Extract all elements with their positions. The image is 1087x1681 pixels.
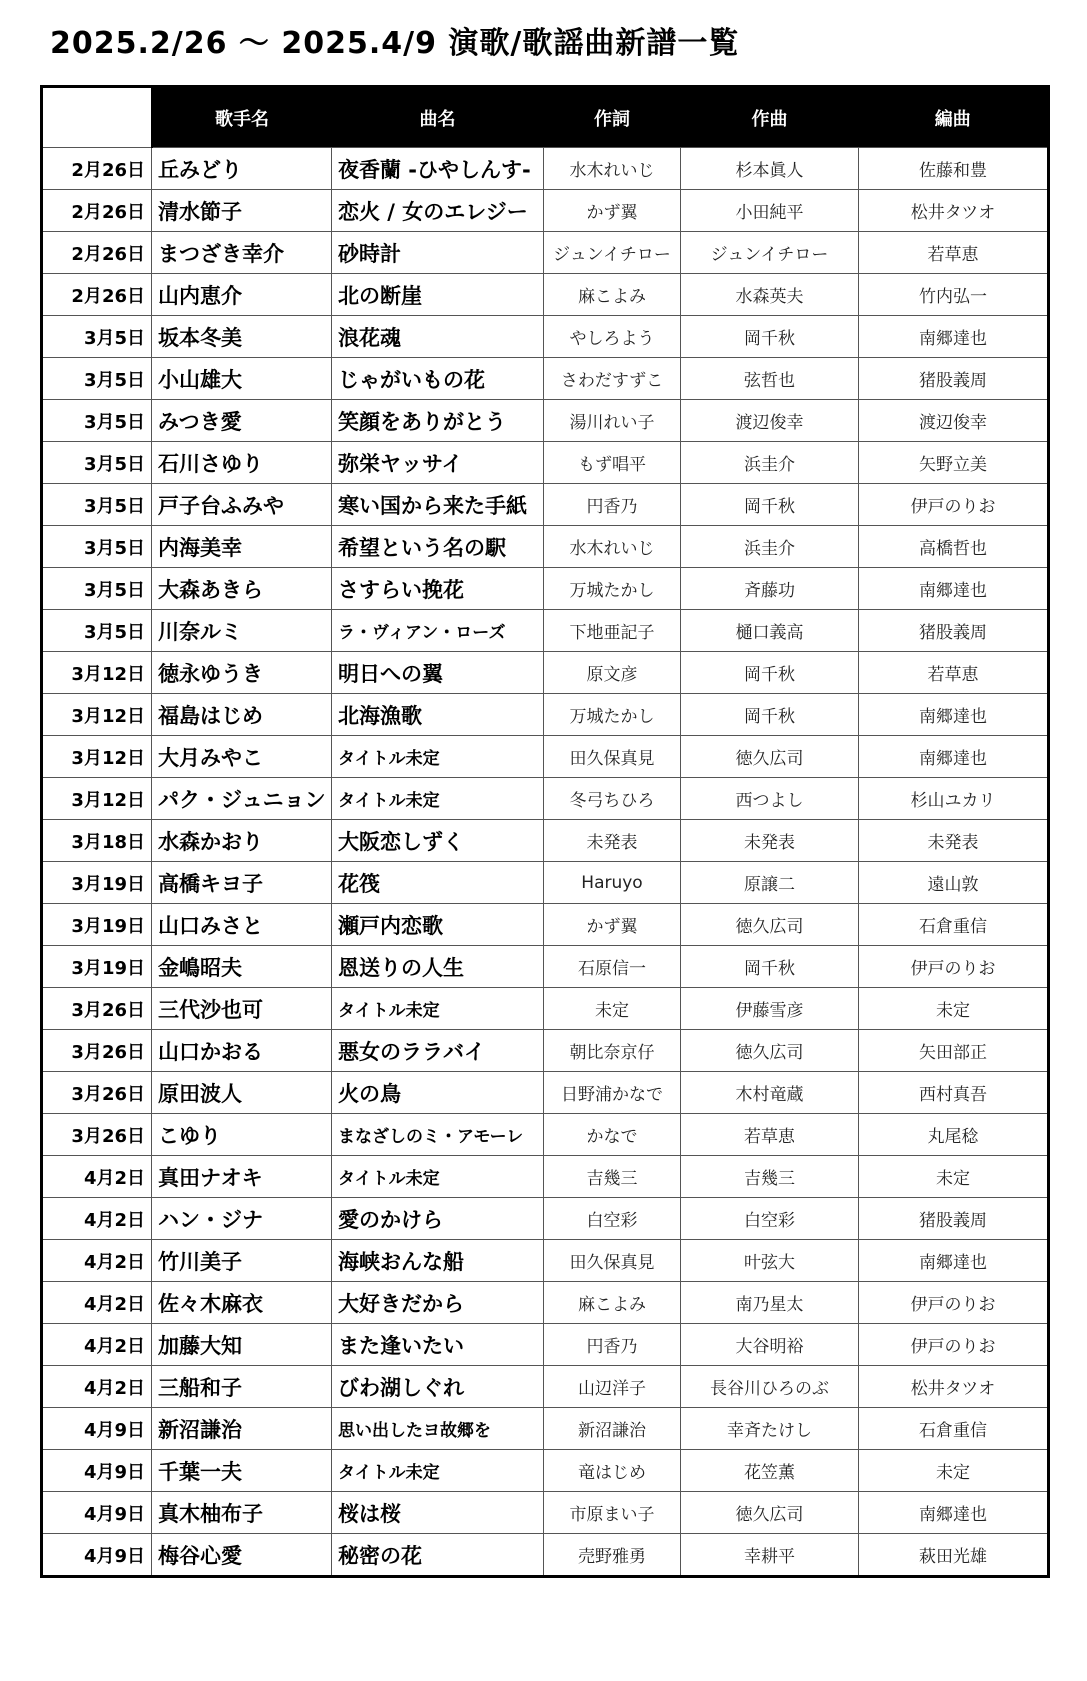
table-row xyxy=(42,1408,1049,1450)
artist-cell: 真田ナオキ xyxy=(152,1156,332,1198)
song-cell: さすらい挽花 xyxy=(332,568,544,610)
date-cell: 4月2日 xyxy=(42,1282,152,1324)
date-cell: 4月2日 xyxy=(42,1324,152,1366)
table-row xyxy=(42,610,1049,652)
artist-cell: 加藤大知 xyxy=(152,1324,332,1366)
date-cell: 4月2日 xyxy=(42,1366,152,1408)
arranger-cell: 南郷達也 xyxy=(859,736,1049,778)
arranger-cell: 松井タツオ xyxy=(859,190,1049,232)
table-row xyxy=(42,1156,1049,1198)
table-row xyxy=(42,1282,1049,1324)
arranger-cell: 石倉重信 xyxy=(859,1408,1049,1450)
artist-cell: パク・ジュニョン xyxy=(152,778,332,820)
date-cell: 2月26日 xyxy=(42,232,152,274)
table-row xyxy=(42,1198,1049,1240)
artist-cell: 竹川美子 xyxy=(152,1240,332,1282)
header-artist: 歌手名 xyxy=(152,87,332,148)
artist-cell: 山内恵介 xyxy=(152,274,332,316)
table-row xyxy=(42,442,1049,484)
header-composer: 作曲 xyxy=(681,87,859,148)
composer-cell: 岡千秋 xyxy=(681,694,859,736)
lyrics-cell: 石原信一 xyxy=(544,946,681,988)
lyrics-cell: 竜はじめ xyxy=(544,1450,681,1492)
date-cell: 3月12日 xyxy=(42,652,152,694)
composer-cell: 伊藤雪彦 xyxy=(681,988,859,1030)
lyrics-cell: 麻こよみ xyxy=(544,1282,681,1324)
date-cell: 4月2日 xyxy=(42,1156,152,1198)
table-row xyxy=(42,148,1049,190)
composer-cell: 花笠薫 xyxy=(681,1450,859,1492)
lyrics-cell: 未定 xyxy=(544,988,681,1030)
lyrics-cell: 白空彩 xyxy=(544,1198,681,1240)
arranger-cell: 若草恵 xyxy=(859,652,1049,694)
date-cell: 2月26日 xyxy=(42,274,152,316)
header-row xyxy=(42,87,1049,148)
artist-cell: 水森かおり xyxy=(152,820,332,862)
artist-cell: 山口かおる xyxy=(152,1030,332,1072)
song-cell: 思い出したヨ故郷を xyxy=(332,1408,544,1450)
table-row xyxy=(42,1366,1049,1408)
lyrics-cell: 円香乃 xyxy=(544,1324,681,1366)
date-cell: 3月26日 xyxy=(42,1114,152,1156)
song-cell: 砂時計 xyxy=(332,232,544,274)
arranger-cell: 未定 xyxy=(859,988,1049,1030)
song-cell: 秘密の花 xyxy=(332,1534,544,1577)
table-row xyxy=(42,946,1049,988)
composer-cell: 西つよし xyxy=(681,778,859,820)
song-cell: また逢いたい xyxy=(332,1324,544,1366)
lyrics-cell: 朝比奈京仔 xyxy=(544,1030,681,1072)
artist-cell: 戸子台ふみや xyxy=(152,484,332,526)
composer-cell: ジュンイチロー xyxy=(681,232,859,274)
song-cell: 寒い国から来た手紙 xyxy=(332,484,544,526)
song-cell: 海峡おんな船 xyxy=(332,1240,544,1282)
lyrics-cell: 市原まい子 xyxy=(544,1492,681,1534)
table-row xyxy=(42,652,1049,694)
lyrics-cell: 新沼謙治 xyxy=(544,1408,681,1450)
lyrics-cell: 水木れいじ xyxy=(544,148,681,190)
date-cell: 3月12日 xyxy=(42,694,152,736)
table-row xyxy=(42,1030,1049,1072)
date-cell: 2月26日 xyxy=(42,148,152,190)
song-cell: タイトル未定 xyxy=(332,1450,544,1492)
composer-cell: 浜圭介 xyxy=(681,526,859,568)
song-cell: 明日への翼 xyxy=(332,652,544,694)
song-cell: 愛のかけら xyxy=(332,1198,544,1240)
date-cell: 4月2日 xyxy=(42,1240,152,1282)
artist-cell: 坂本冬美 xyxy=(152,316,332,358)
song-cell: 浪花魂 xyxy=(332,316,544,358)
lyrics-cell: かなで xyxy=(544,1114,681,1156)
date-cell: 4月9日 xyxy=(42,1492,152,1534)
table-row xyxy=(42,988,1049,1030)
lyrics-cell: かず翼 xyxy=(544,904,681,946)
song-cell: 火の鳥 xyxy=(332,1072,544,1114)
song-cell: 瀬戸内恋歌 xyxy=(332,904,544,946)
song-cell: 北海漁歌 xyxy=(332,694,544,736)
lyrics-cell: 日野浦かなで xyxy=(544,1072,681,1114)
table-row xyxy=(42,694,1049,736)
arranger-cell: 竹内弘一 xyxy=(859,274,1049,316)
arranger-cell: 伊戸のりお xyxy=(859,1282,1049,1324)
table-row xyxy=(42,274,1049,316)
arranger-cell: 南郷達也 xyxy=(859,316,1049,358)
date-cell: 3月18日 xyxy=(42,820,152,862)
composer-cell: 樋口義高 xyxy=(681,610,859,652)
table-row xyxy=(42,1492,1049,1534)
arranger-cell: 南郷達也 xyxy=(859,1492,1049,1534)
lyrics-cell: 下地亜記子 xyxy=(544,610,681,652)
composer-cell: 徳久広司 xyxy=(681,1492,859,1534)
composer-cell: 弦哲也 xyxy=(681,358,859,400)
song-cell: まなざしのミ・アモーレ xyxy=(332,1114,544,1156)
arranger-cell: 石倉重信 xyxy=(859,904,1049,946)
song-cell: タイトル未定 xyxy=(332,778,544,820)
song-cell: タイトル未定 xyxy=(332,1156,544,1198)
arranger-cell: 西村真吾 xyxy=(859,1072,1049,1114)
date-cell: 3月26日 xyxy=(42,1030,152,1072)
table-row xyxy=(42,1534,1049,1577)
lyrics-cell: やしろよう xyxy=(544,316,681,358)
arranger-cell: 猪股義周 xyxy=(859,358,1049,400)
table-row xyxy=(42,862,1049,904)
artist-cell: 三船和子 xyxy=(152,1366,332,1408)
arranger-cell: 佐藤和豊 xyxy=(859,148,1049,190)
composer-cell: 杉本眞人 xyxy=(681,148,859,190)
arranger-cell: 伊戸のりお xyxy=(859,484,1049,526)
date-cell: 3月19日 xyxy=(42,862,152,904)
artist-cell: 内海美幸 xyxy=(152,526,332,568)
song-cell: 悪女のララバイ xyxy=(332,1030,544,1072)
composer-cell: 南乃星太 xyxy=(681,1282,859,1324)
composer-cell: 長谷川ひろのぶ xyxy=(681,1366,859,1408)
table-row xyxy=(42,400,1049,442)
release-table xyxy=(40,85,1050,1578)
song-cell: びわ湖しぐれ xyxy=(332,1366,544,1408)
composer-cell: 叶弦大 xyxy=(681,1240,859,1282)
table-row xyxy=(42,1240,1049,1282)
composer-cell: 徳久広司 xyxy=(681,736,859,778)
arranger-cell: 矢田部正 xyxy=(859,1030,1049,1072)
date-cell: 4月9日 xyxy=(42,1534,152,1577)
date-cell: 3月5日 xyxy=(42,568,152,610)
lyrics-cell: 麻こよみ xyxy=(544,274,681,316)
composer-cell: 未発表 xyxy=(681,820,859,862)
date-cell: 3月19日 xyxy=(42,946,152,988)
arranger-cell: 南郷達也 xyxy=(859,1240,1049,1282)
header-song: 曲名 xyxy=(332,87,544,148)
date-cell: 2月26日 xyxy=(42,190,152,232)
arranger-cell: 遠山敦 xyxy=(859,862,1049,904)
table-body xyxy=(42,148,1049,1577)
artist-cell: 大月みやこ xyxy=(152,736,332,778)
lyrics-cell: 湯川れい子 xyxy=(544,400,681,442)
lyrics-cell: Haruyo xyxy=(544,862,681,904)
date-cell: 3月26日 xyxy=(42,988,152,1030)
composer-cell: 幸斉たけし xyxy=(681,1408,859,1450)
arranger-cell: 矢野立美 xyxy=(859,442,1049,484)
arranger-cell: 松井タツオ xyxy=(859,1366,1049,1408)
lyrics-cell: 円香乃 xyxy=(544,484,681,526)
composer-cell: 徳久広司 xyxy=(681,1030,859,1072)
arranger-cell: 杉山ユカリ xyxy=(859,778,1049,820)
song-cell: 桜は桜 xyxy=(332,1492,544,1534)
artist-cell: こゆり xyxy=(152,1114,332,1156)
table-row xyxy=(42,232,1049,274)
artist-cell: 福島はじめ xyxy=(152,694,332,736)
song-cell: 恋火 / 女のエレジー xyxy=(332,190,544,232)
artist-cell: ハン・ジナ xyxy=(152,1198,332,1240)
date-cell: 4月9日 xyxy=(42,1450,152,1492)
artist-cell: 高橋キヨ子 xyxy=(152,862,332,904)
artist-cell: 丘みどり xyxy=(152,148,332,190)
arranger-cell: 未定 xyxy=(859,1156,1049,1198)
artist-cell: 金嶋昭夫 xyxy=(152,946,332,988)
arranger-cell: 南郷達也 xyxy=(859,694,1049,736)
lyrics-cell: 吉幾三 xyxy=(544,1156,681,1198)
table-row xyxy=(42,1324,1049,1366)
artist-cell: 新沼謙治 xyxy=(152,1408,332,1450)
table-row xyxy=(42,1072,1049,1114)
artist-cell: 川奈ルミ xyxy=(152,610,332,652)
composer-cell: 白空彩 xyxy=(681,1198,859,1240)
date-cell: 3月5日 xyxy=(42,526,152,568)
table-row xyxy=(42,316,1049,358)
artist-cell: 大森あきら xyxy=(152,568,332,610)
lyrics-cell: もず唱平 xyxy=(544,442,681,484)
song-cell: タイトル未定 xyxy=(332,736,544,778)
table-row xyxy=(42,358,1049,400)
composer-cell: 徳久広司 xyxy=(681,904,859,946)
song-cell: 北の断崖 xyxy=(332,274,544,316)
date-cell: 3月5日 xyxy=(42,610,152,652)
song-cell: 希望という名の駅 xyxy=(332,526,544,568)
artist-cell: 小山雄大 xyxy=(152,358,332,400)
header-lyrics: 作詞 xyxy=(544,87,681,148)
composer-cell: 木村竜蔵 xyxy=(681,1072,859,1114)
composer-cell: 岡千秋 xyxy=(681,652,859,694)
composer-cell: 斉藤功 xyxy=(681,568,859,610)
table-row xyxy=(42,736,1049,778)
artist-cell: みつき愛 xyxy=(152,400,332,442)
composer-cell: 渡辺俊幸 xyxy=(681,400,859,442)
header-date xyxy=(42,87,152,148)
table-row xyxy=(42,568,1049,610)
artist-cell: 清水節子 xyxy=(152,190,332,232)
artist-cell: 真木柚布子 xyxy=(152,1492,332,1534)
date-cell: 4月2日 xyxy=(42,1198,152,1240)
date-cell: 3月12日 xyxy=(42,736,152,778)
date-cell: 3月26日 xyxy=(42,1072,152,1114)
artist-cell: 三代沙也可 xyxy=(152,988,332,1030)
date-cell: 3月5日 xyxy=(42,400,152,442)
song-cell: じゃがいもの花 xyxy=(332,358,544,400)
table-row xyxy=(42,1114,1049,1156)
arranger-cell: 猪股義周 xyxy=(859,610,1049,652)
lyrics-cell: 万城たかし xyxy=(544,694,681,736)
song-cell: 笑顔をありがとう xyxy=(332,400,544,442)
table-row xyxy=(42,484,1049,526)
song-cell: 夜香蘭 -ひやしんす- xyxy=(332,148,544,190)
composer-cell: 小田純平 xyxy=(681,190,859,232)
date-cell: 3月5日 xyxy=(42,442,152,484)
composer-cell: 原譲二 xyxy=(681,862,859,904)
table-header xyxy=(42,87,1049,148)
lyrics-cell: さわだすずこ xyxy=(544,358,681,400)
page-title: 2025.2/26 ～ 2025.4/9 演歌/歌謡曲新譜一覧 xyxy=(50,26,740,61)
song-cell: 大好きだから xyxy=(332,1282,544,1324)
lyrics-cell: 水木れいじ xyxy=(544,526,681,568)
composer-cell: 岡千秋 xyxy=(681,484,859,526)
arranger-cell: 未定 xyxy=(859,1450,1049,1492)
table-row xyxy=(42,190,1049,232)
lyrics-cell: 売野雅勇 xyxy=(544,1534,681,1577)
lyrics-cell: 冬弓ちひろ xyxy=(544,778,681,820)
arranger-cell: 伊戸のりお xyxy=(859,946,1049,988)
lyrics-cell: 未発表 xyxy=(544,820,681,862)
date-cell: 3月5日 xyxy=(42,484,152,526)
arranger-cell: 猪股義周 xyxy=(859,1198,1049,1240)
arranger-cell: 若草恵 xyxy=(859,232,1049,274)
artist-cell: 原田波人 xyxy=(152,1072,332,1114)
date-cell: 3月5日 xyxy=(42,358,152,400)
lyrics-cell: 田久保真見 xyxy=(544,736,681,778)
table-row xyxy=(42,526,1049,568)
lyrics-cell: 万城たかし xyxy=(544,568,681,610)
date-cell: 3月5日 xyxy=(42,316,152,358)
lyrics-cell: 田久保真見 xyxy=(544,1240,681,1282)
arranger-cell: 未発表 xyxy=(859,820,1049,862)
table-row xyxy=(42,778,1049,820)
song-cell: 大阪恋しずく xyxy=(332,820,544,862)
composer-cell: 大谷明裕 xyxy=(681,1324,859,1366)
date-cell: 3月19日 xyxy=(42,904,152,946)
arranger-cell: 南郷達也 xyxy=(859,568,1049,610)
header-arranger: 編曲 xyxy=(859,87,1049,148)
arranger-cell: 萩田光雄 xyxy=(859,1534,1049,1577)
artist-cell: 石川さゆり xyxy=(152,442,332,484)
song-cell: ラ・ヴィアン・ローズ xyxy=(332,610,544,652)
composer-cell: 岡千秋 xyxy=(681,946,859,988)
table-row xyxy=(42,904,1049,946)
artist-cell: まつざき幸介 xyxy=(152,232,332,274)
artist-cell: 梅谷心愛 xyxy=(152,1534,332,1577)
lyrics-cell: 原文彦 xyxy=(544,652,681,694)
song-cell: 弥栄ヤッサイ xyxy=(332,442,544,484)
song-cell: 恩送りの人生 xyxy=(332,946,544,988)
composer-cell: 浜圭介 xyxy=(681,442,859,484)
arranger-cell: 丸尾稔 xyxy=(859,1114,1049,1156)
arranger-cell: 高橋哲也 xyxy=(859,526,1049,568)
arranger-cell: 渡辺俊幸 xyxy=(859,400,1049,442)
table-row xyxy=(42,820,1049,862)
table-row xyxy=(42,1450,1049,1492)
composer-cell: 吉幾三 xyxy=(681,1156,859,1198)
arranger-cell: 伊戸のりお xyxy=(859,1324,1049,1366)
artist-cell: 千葉一夫 xyxy=(152,1450,332,1492)
lyrics-cell: 山辺洋子 xyxy=(544,1366,681,1408)
composer-cell: 幸耕平 xyxy=(681,1534,859,1577)
composer-cell: 岡千秋 xyxy=(681,316,859,358)
lyrics-cell: ジュンイチロー xyxy=(544,232,681,274)
artist-cell: 佐々木麻衣 xyxy=(152,1282,332,1324)
artist-cell: 山口みさと xyxy=(152,904,332,946)
song-cell: 花筏 xyxy=(332,862,544,904)
date-cell: 4月9日 xyxy=(42,1408,152,1450)
date-cell: 3月12日 xyxy=(42,778,152,820)
lyrics-cell: かず翼 xyxy=(544,190,681,232)
composer-cell: 水森英夫 xyxy=(681,274,859,316)
song-cell: タイトル未定 xyxy=(332,988,544,1030)
artist-cell: 徳永ゆうき xyxy=(152,652,332,694)
composer-cell: 若草恵 xyxy=(681,1114,859,1156)
